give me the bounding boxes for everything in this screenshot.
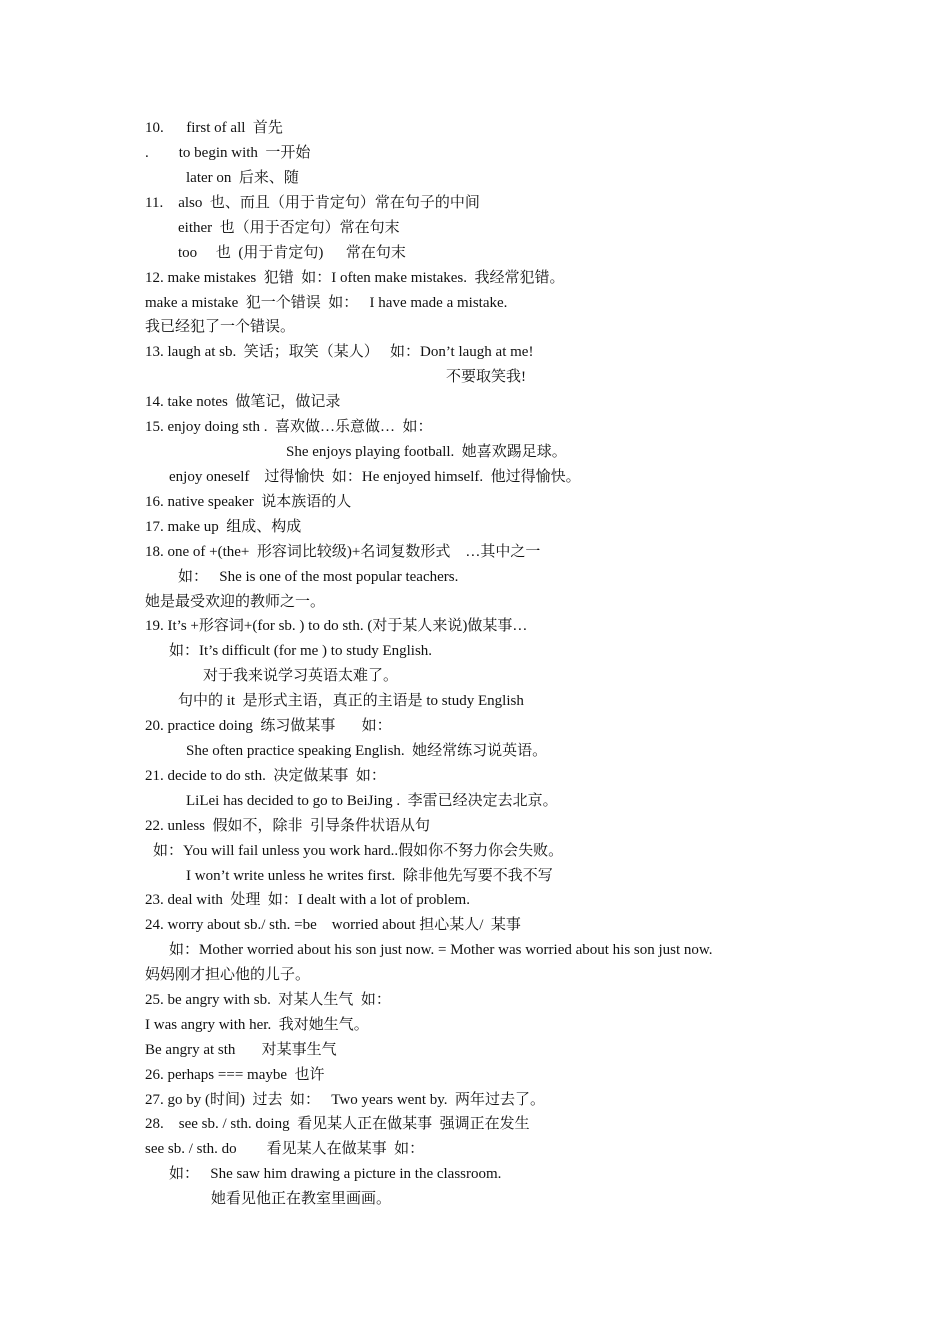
text-line: 如： She is one of the most popular teachers. <box>178 569 459 585</box>
text-line: 22. unless 假如不，除非 引导条件状语从句 <box>145 818 431 834</box>
text-line: She enjoys playing football. 她喜欢踢足球。 <box>286 444 567 460</box>
text-line: 13. laugh at sb. 笑话；取笑（某人） 如：Don’t laugh at me! <box>145 344 534 360</box>
text-line: 14. take notes 做笔记，做记录 <box>145 394 341 410</box>
text-line: enjoy oneself 过得愉快 如：He enjoyed himself. 他过得愉快。 <box>169 469 581 485</box>
text-line: 17. make up 组成、构成 <box>145 519 302 535</box>
text-line: 11. also 也、而且（用于肯定句）常在句子的中间 <box>145 195 480 211</box>
text-line: 如： She saw him drawing a picture in the classroom. <box>169 1166 502 1182</box>
text-line: 她看见他正在教室里画画。 <box>211 1191 392 1207</box>
text-line: 27. go by (时间) 过去 如： Two years went by. 两年过去了。 <box>145 1092 546 1108</box>
text-line: LiLei has decided to go to BeiJing . 李雷已经决定去北京。 <box>186 793 558 809</box>
text-line: 19. It’s +形容词+(for sb. ) to do sth. (对于某人来说)做某事… <box>145 618 528 634</box>
text-line: Be angry at sth 对某事生气 <box>145 1042 337 1058</box>
text-line: 18. one of +(the+ 形容词比较级)+名词复数形式 …其中之一 <box>145 544 541 560</box>
text-line: 对于我来说学习英语太难了。 <box>203 668 399 684</box>
text-line: 24. worry about sb./ sth. =be worried about 担心某人/ 某事 <box>145 917 521 933</box>
text-line: 如：It’s difficult (for me ) to study English. <box>169 643 433 659</box>
text-line: I won’t write unless he writes first. 除非他先写要不我不写 <box>186 868 553 884</box>
text-line: 25. be angry with sb. 对某人生气 如： <box>145 992 391 1008</box>
text-line: 10. first of all 首先 <box>145 120 283 136</box>
text-line: 她是最受欢迎的教师之一。 <box>145 594 326 610</box>
text-line: either 也（用于否定句）常在句末 <box>178 220 400 236</box>
text-line: She often practice speaking English. 她经常练习说英语。 <box>186 743 548 759</box>
text-line: I was angry with her. 我对她生气。 <box>145 1017 369 1033</box>
text-line: 如：You will fail unless you work hard..假如你不努力你会失败。 <box>153 843 564 859</box>
text-line: 妈妈刚才担心他的儿子。 <box>145 967 311 983</box>
text-line: 句中的 it 是形式主语，真正的主语是 to study English <box>178 693 524 709</box>
text-line: 12. make mistakes 犯错 如：I often make mistakes. 我经常犯错。 <box>145 270 565 286</box>
text-line: 23. deal with 处理 如：I dealt with a lot of problem. <box>145 892 470 908</box>
text-line: . to begin with 一开始 <box>145 145 311 161</box>
text-line: too 也 (用于肯定句) 常在句末 <box>178 245 406 261</box>
text-line: make a mistake 犯一个错误 如： I have made a mistake. <box>145 295 508 311</box>
text-line: 28. see sb. / sth. doing 看见某人正在做某事 强调正在发生 <box>145 1116 530 1132</box>
text-line: 不要取笑我! <box>446 369 526 385</box>
text-line: 26. perhaps === maybe 也许 <box>145 1067 325 1083</box>
text-line: 我已经犯了一个错误。 <box>145 319 296 335</box>
text-line: 20. practice doing 练习做某事 如： <box>145 718 392 734</box>
text-line: 15. enjoy doing sth . 喜欢做…乐意做… 如： <box>145 419 433 435</box>
text-line: see sb. / sth. do 看见某人在做某事 如： <box>145 1141 425 1157</box>
text-line: 如：Mother worried about his son just now. = Mother was worried about his son just now. <box>169 942 713 958</box>
text-line: 21. decide to do sth. 决定做某事 如： <box>145 768 386 784</box>
text-line: 16. native speaker 说本族语的人 <box>145 494 352 510</box>
text-line: later on 后来、随 <box>186 170 299 186</box>
